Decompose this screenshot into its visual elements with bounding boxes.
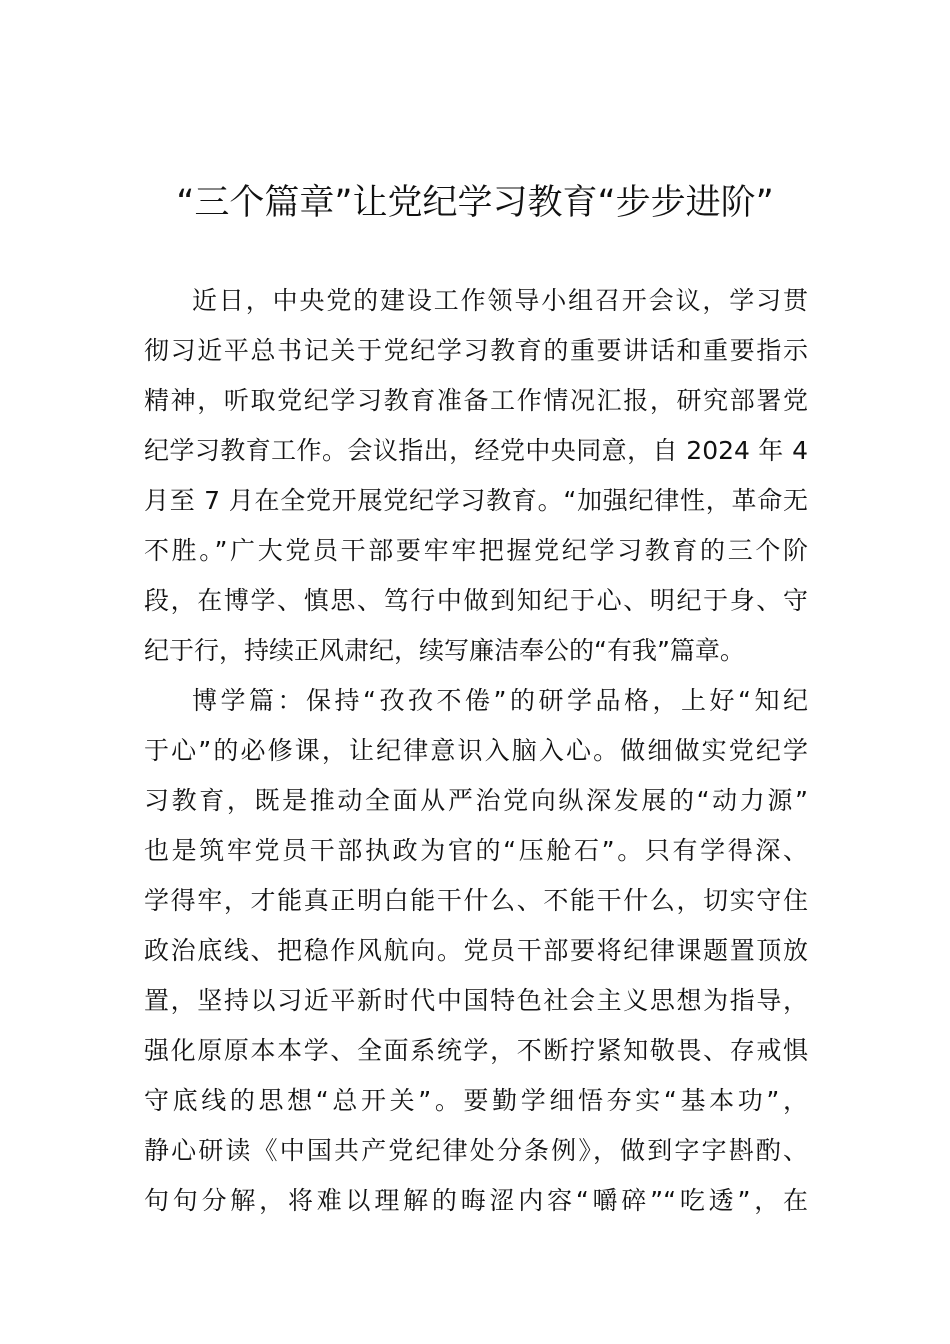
text-line: 于心”的必修课，让纪律意识入脑入心。做细做实党纪学: [144, 736, 808, 765]
text-line: 纪学习教育工作。会议指出，经党中央同意，自 2024 年 4: [144, 436, 808, 465]
text-line: 不胜。”广大党员干部要牢牢把握党纪学习教育的三个阶: [144, 536, 808, 565]
paragraph-boxue: [144, 676, 808, 1226]
document-body: [144, 276, 808, 1226]
text-line: 守底线的思想“总开关”。要勤学细悟夯实“基本功”，: [144, 1086, 808, 1115]
text-line: 也是筑牢党员干部执政为官的“压舱石”。只有学得深、: [144, 836, 808, 865]
text-line: 政治底线、把稳作风航向。党员干部要将纪律课题置顶放: [144, 936, 808, 965]
text-line: 习教育，既是推动全面从严治党向纵深发展的“动力源”: [144, 786, 808, 815]
paragraph-intro: [144, 276, 808, 676]
text-line: 纪于行，持续正风肃纪，续写廉洁奉公的“有我”篇章。: [144, 636, 745, 665]
text-line: 段，在博学、慎思、笃行中做到知纪于心、明纪于身、守: [144, 586, 808, 615]
text-line: 博学篇：保持“孜孜不倦”的研学品格，上好“知纪: [192, 686, 808, 715]
text-line: 月至 7 月在全党开展党纪学习教育。“加强纪律性，革命无: [144, 486, 808, 515]
text-line: 学得牢，才能真正明白能干什么、不能干什么，切实守住: [144, 886, 808, 915]
text-line: 置，坚持以习近平新时代中国特色社会主义思想为指导，: [144, 986, 808, 1015]
text-line: 静心研读《中国共产党纪律处分条例》，做到字字斟酌、: [144, 1136, 808, 1165]
document-title: “三个篇章”让党纪学习教育“步步进阶”: [176, 183, 774, 223]
text-line: 彻习近平总书记关于党纪学习教育的重要讲话和重要指示: [144, 336, 808, 365]
text-line: 句句分解，将难以理解的晦涩内容“嚼碎”“吃透”，在: [144, 1186, 808, 1215]
text-line: 精神，听取党纪学习教育准备工作情况汇报，研究部署党: [144, 386, 808, 415]
text-line: 强化原原本本学、全面系统学，不断拧紧知敬畏、存戒惧: [144, 1036, 808, 1065]
text-line: 近日，中央党的建设工作领导小组召开会议，学习贯: [192, 286, 808, 315]
